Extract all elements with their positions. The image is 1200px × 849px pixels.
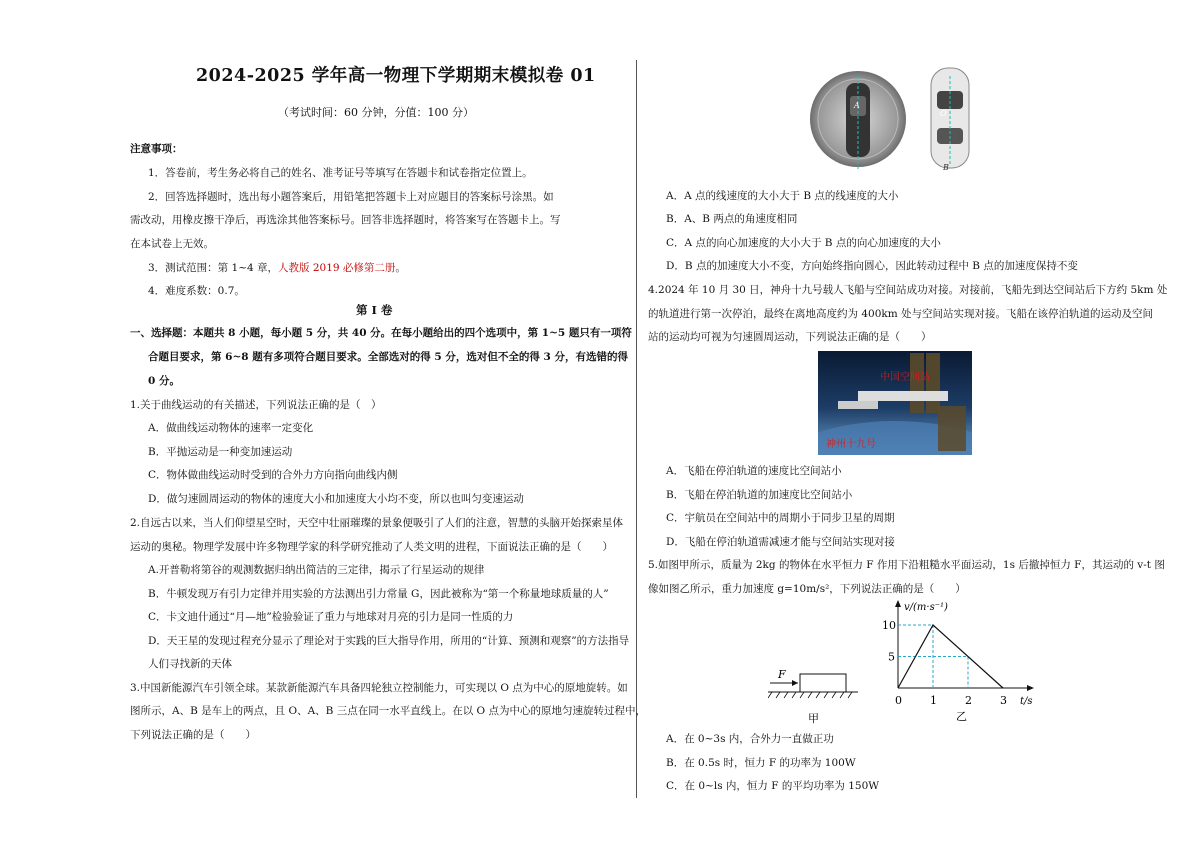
q3-option-b: B．A、B 两点的角速度相同 — [666, 213, 798, 225]
section-heading: 一、选择题：本题共 8 小题，每小题 5 分，共 40 分。在每小题给出的四个选项中，第 1~5 题只有一项符 — [130, 327, 632, 339]
figure-label-jia: 甲 — [808, 712, 819, 724]
part-heading: 第 I 卷 — [356, 303, 393, 317]
label-b: B — [943, 163, 949, 172]
q4-option-b: B．飞船在停泊轨道的加速度比空间站小 — [666, 489, 853, 501]
station-module — [858, 391, 948, 401]
q4-stem: 4.2024 年 10 月 30 日，神舟十九号载人飞船与空间站成功对接。对接前，飞船先到达空间站后下方约 5km 处 — [648, 284, 1168, 296]
q5-option-c: C．在 0~ls 内，恒力 F 的平均功率为 150W — [666, 780, 880, 792]
page-title: 2024-2025 学年高一物理下学期期末模拟卷 01 — [196, 66, 596, 86]
q2-option-d-cont: 人们寻找新的天体 — [148, 658, 232, 670]
q1-option-a: A．做曲线运动物体的速率一定变化 — [148, 422, 314, 434]
q3-option-a: A．A 点的线速度的大小大于 B 点的线速度的大小 — [666, 190, 899, 202]
exam-info: （考试时间：60 分钟，分值：100 分） — [278, 106, 474, 119]
y-axis-arrow — [895, 600, 901, 607]
q5-block-figure — [768, 664, 860, 724]
q1-option-b: B．平抛运动是一种变加速运动 — [148, 446, 293, 458]
label-a: A — [854, 101, 860, 110]
block — [800, 674, 846, 692]
q4-stem-3: 站的运动均可视为匀速圆周运动，下列说法正确的是（ ） — [648, 331, 932, 343]
x-tick-1: 1 — [930, 694, 937, 707]
x-axis-label: t/s — [1020, 696, 1033, 707]
q1-stem: 1.关于曲线运动的有关描述，下列说法正确的是（ ） — [130, 399, 382, 411]
q5-vt-chart — [880, 598, 1040, 726]
section-heading-2: 合题目要求，第 6~8 题有多项符合题目要求。全部选对的得 5 分，选对但不全的得 3 分，有选错的得 — [148, 351, 628, 363]
column-divider — [636, 60, 637, 798]
q2-option-c: C．卡文迪什通过“月—地”检验验证了重力与地球对月亮的引力是同一性质的力 — [148, 611, 514, 623]
x-tick-2: 2 — [965, 694, 972, 707]
y-axis-label: v/(m·s⁻¹) — [904, 602, 948, 613]
q4-stem-2: 的轨道进行第一次停泊，最终在离地高度约为 400km 处与空间站实现对接。飞船在该停泊轨道的运动及空间 — [648, 308, 1154, 320]
q3-option-c: C．A 点的向心加速度的大小大于 B 点的向心加速度的大小 — [666, 237, 941, 249]
x-tick-3: 3 — [1000, 694, 1007, 707]
notice-item-1: 1．答卷前，考生务必将自己的姓名、准考证号等填写在答题卡和试卷指定位置上。 — [148, 167, 533, 179]
section-heading-3: 0 分。 — [148, 375, 180, 387]
q5-stem-2: 像如图乙所示，重力加速度 g=10m/s²，下列说法正确的是（ ） — [648, 583, 966, 595]
q5-option-b: B．在 0.5s 时，恒力 F 的功率为 100W — [666, 757, 856, 769]
q3-stem-3: 下列说法正确的是（ ） — [130, 729, 256, 741]
q1-option-d: D．做匀速圆周运动的物体的速度大小和加速度大小均不变，所以也叫匀变速运动 — [148, 493, 524, 505]
q1-option-c: C．物体做曲线运动时受到的合外力方向指向曲线内侧 — [148, 469, 398, 481]
notice-item-2-cont: 需改动，用橡皮擦干净后，再选涂其他答案标号。回答非选择题时，将答案写在答题卡上。写 — [130, 214, 561, 226]
q2-option-d: D．天王星的发现过程充分显示了理论对于实践的巨大指导作用，所用的“计算、预测和观察”的方法指导 — [148, 635, 630, 647]
q4-space-station-figure — [818, 351, 972, 455]
q3-option-d: D．B 点的加速度大小不变，方向始终指向圆心，因此转动过程中 B 点的加速度保持不变 — [666, 260, 1078, 272]
q2-option-a: A.开普勒将第谷的观测数据归纳出简洁的三定律，揭示了行星运动的规律 — [148, 564, 485, 576]
label-o: O — [940, 109, 947, 118]
notice-item-2: 2．回答选择题时，选出每小题答案后，用铅笔把答题卡上对应题目的答案标号涂黑。如 — [148, 191, 554, 203]
q3-stem: 3.中国新能源汽车引领全球。某款新能源汽车具备四轮独立控制能力，可实现以 O 点为中心的原地旋转。如 — [130, 682, 628, 694]
notice-heading: 注意事项： — [130, 143, 183, 155]
x-axis-arrow — [1027, 685, 1034, 691]
solar-panel — [910, 353, 924, 413]
q3-car-figure — [810, 66, 1010, 176]
figure-label-yi: 乙 — [956, 710, 967, 723]
station-label: 中国空间站 — [880, 372, 930, 383]
q5-stem: 5.如图甲所示，质量为 2kg 的物体在水平恒力 F 作用下沿粗糙水平面运动，1s 后撤掉恒力 F，其运动的 v-t 图 — [648, 559, 1165, 571]
q2-stem-2: 运动的奥秘。物理学发展中许多物理学家的科学研究推动了人类文明的进程，下面说法正确的是（ ） — [130, 541, 613, 553]
y-tick-5: 5 — [888, 650, 895, 664]
q3-stem-2: 图所示，A、B 是车上的两点，且 O、A、B 三点在同一水平直线上。在以 O 点为中心的原地匀速旋转过程中， — [130, 705, 647, 717]
q2-stem: 2.自远古以来，当人们仰望星空时，天空中壮丽璀璨的景象便吸引了人们的注意，智慧的头脑开始探索星体 — [130, 517, 624, 529]
q2-option-b: B．牛顿发现万有引力定律并用实验的方法测出引力常量 G，因此被称为“第一个称量地球质量的人” — [148, 588, 609, 600]
notice-item-4: 4．难度系数：0.7。 — [148, 285, 245, 297]
q4-option-a: A．飞船在停泊轨道的速度比空间站小 — [666, 465, 842, 477]
car-top-dark — [846, 83, 870, 157]
force-label: F — [778, 668, 786, 681]
textbook-scope: 人教版 2019 必修第二册 — [278, 262, 396, 274]
q4-option-d: D．飞船在停泊轨道需减速才能与空间站实现对接 — [666, 536, 895, 548]
q4-option-c: C．宇航员在空间站中的周期小于同步卫星的周期 — [666, 512, 895, 524]
y-tick-10: 10 — [882, 619, 896, 632]
notice-item-3: 3．测试范围：第 1~4 章，人教版 2019 必修第二册。 — [148, 262, 406, 274]
x-tick-0: 0 — [895, 694, 902, 707]
spacecraft-label: 神州十九号 — [826, 439, 876, 450]
q5-option-a: A．在 0~3s 内，合外力一直做正功 — [666, 733, 834, 745]
notice-item-2-end: 在本试卷上无效。 — [130, 238, 214, 250]
